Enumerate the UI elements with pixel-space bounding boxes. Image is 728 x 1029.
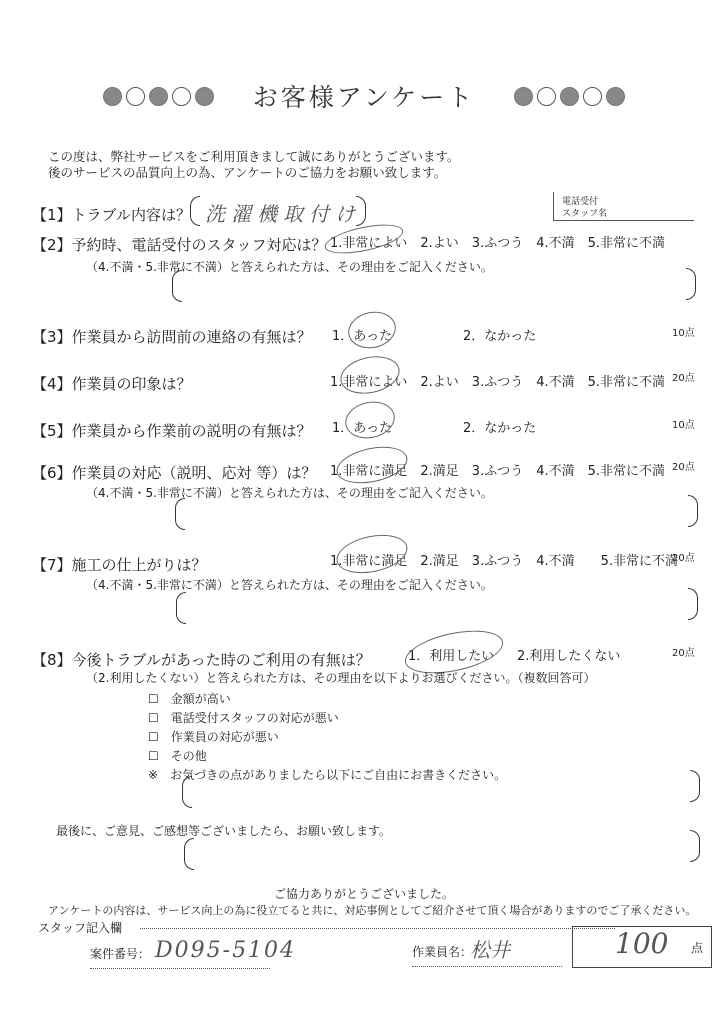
score-box (572, 926, 712, 968)
checkbox-icon[interactable]: ☐ (148, 711, 159, 725)
score-unit: 点 (690, 941, 703, 955)
q2-label: 【2】予約時、電話受付のスタッフ対応は？ (32, 236, 327, 254)
q5-points: 10点 (672, 420, 695, 431)
q6-label: 【6】作業員の対応（説明、応対 等）は？ (32, 464, 317, 482)
filled-dot-icon (606, 87, 625, 106)
q3-points: 10点 (672, 328, 695, 339)
check-label: 作業員の対応が悪い (170, 730, 279, 744)
q3-label: 【3】作業員から訪問前の連絡の有無は？ (32, 328, 312, 346)
check-label: 金額が高い (170, 692, 231, 706)
thanks-message: ご協力ありがとうございました。 (273, 887, 454, 901)
staff-field-label: スタッフ記入欄 (38, 921, 123, 935)
q8-option-1: 1．利用したい (408, 649, 495, 664)
bracket-left (175, 498, 185, 530)
left-dot-row (103, 87, 214, 106)
bracket-right (690, 770, 700, 802)
phone-staff-box (553, 192, 694, 221)
usage-notice: アンケートの内容は、サービス向上の為に役立てると共に、対応事例としてご紹介させて頂く場合がありますのでご了承ください。 (48, 904, 697, 917)
q8-label: 【8】今後トラブルがあった時のご利用の有無は？ (32, 651, 371, 669)
q7-options: 1.非常に満足 2.満足 3.ふつう 4.不満 5.非常に不満 (330, 554, 679, 569)
q8-check-item (148, 709, 339, 726)
phone-staff-label: 電話受付 (562, 197, 599, 207)
case-number-label: 案件番号： (90, 947, 151, 961)
q8-check-item (148, 728, 279, 745)
open-dot-icon (583, 87, 602, 106)
case-number-rule (90, 968, 270, 969)
q7-points: 20点 (672, 553, 695, 564)
bracket-left (184, 838, 194, 870)
note-text: お気づきの点がありましたら以下にご自由にお書きください。 (170, 768, 507, 782)
q6-points: 20点 (672, 462, 695, 473)
q5-option-1: 1．あった (332, 421, 393, 436)
q3-option-1: 1．あった (332, 329, 393, 344)
filled-dot-icon (514, 87, 533, 106)
page-title: お客様アンケート (252, 83, 476, 112)
q1-handwritten-answer[interactable]: 洗濯機取付け (205, 202, 361, 226)
q5-label: 【5】作業員から作業前の説明の有無は？ (32, 422, 312, 440)
q6-reason-prompt: （4.不満・5.非常に不満）と答えられた方は、その理由をご記入ください。 (86, 486, 493, 500)
q5-option-2: 2．なかった (463, 421, 537, 436)
checkbox-icon[interactable]: ☐ (148, 692, 159, 706)
q4-answer-circle (337, 351, 403, 399)
bracket-right (686, 268, 696, 300)
q4-label: 【4】作業員の印象は？ (32, 375, 192, 393)
q2-options: 1.非常によい 2.よい 3.ふつう 4.不満 5.非常に不満 (330, 236, 666, 251)
q4-options: 1.非常によい 2.よい 3.ふつう 4.不満 5.非常に不満 (330, 375, 666, 390)
bracket-left (190, 196, 200, 226)
checkbox-icon[interactable]: ☐ (148, 749, 159, 763)
bracket-left (176, 592, 186, 624)
survey-header (0, 78, 728, 114)
q8-check-item (148, 690, 231, 707)
closing-request: 最後に、ご意見、ご感想等ございましたら、お願い致します。 (56, 824, 392, 838)
filled-dot-icon (195, 87, 214, 106)
filled-dot-icon (103, 87, 122, 106)
bracket-right (688, 588, 698, 620)
bracket-left (182, 776, 192, 808)
staff-field-rule (140, 928, 615, 929)
check-label: その他 (170, 749, 207, 763)
q6-options: 1.非常に満足 2.満足 3.ふつう 4.不満 5.非常に不満 (330, 464, 666, 479)
filled-dot-icon (560, 87, 579, 106)
staff-name-label: スタッフ名 (562, 209, 608, 219)
check-label: 電話受付スタッフの対応が悪い (170, 711, 339, 725)
bracket-right (690, 830, 700, 862)
q7-reason-prompt: （4.不満・5.非常に不満）と答えられた方は、その理由をご記入ください。 (86, 578, 493, 592)
bracket-right (356, 196, 366, 226)
open-dot-icon (537, 87, 556, 106)
q3-answer-circle (345, 307, 399, 352)
q8-option-2: 2.利用したくない (517, 649, 621, 664)
worker-name-value[interactable]: 松井 (470, 938, 510, 962)
open-dot-icon (126, 87, 145, 106)
q8-reason-prompt: （2.利用したくない）と答えられた方は、その理由を以下よりお選びください。（複数回答可） (86, 671, 596, 685)
q8-check-item (148, 747, 207, 764)
open-dot-icon (172, 87, 191, 106)
q1-label: 【1】トラブル内容は？ (32, 206, 191, 224)
q8-points: 20点 (672, 648, 695, 659)
right-dot-row (514, 87, 625, 106)
intro-line-2: 後のサービスの品質向上の為、アンケートのご協力をお願い致します。 (48, 165, 447, 180)
case-number-value[interactable]: D095-5104 (155, 938, 297, 963)
q7-answer-circle (333, 529, 411, 579)
q6-answer-circle (333, 441, 410, 489)
checkbox-icon[interactable]: ☐ (148, 730, 159, 744)
filled-dot-icon (149, 87, 168, 106)
worker-name-label: 作業員名： (412, 945, 473, 959)
reference-mark-icon: ※ (148, 768, 159, 782)
worker-name-rule (412, 966, 562, 967)
score-value[interactable]: 100 (615, 927, 669, 960)
bracket-left (172, 270, 182, 302)
bracket-right (688, 495, 698, 527)
q8-note (148, 766, 506, 783)
q3-option-2: 2．なかった (463, 329, 537, 344)
q7-label: 【7】施工の仕上がりは？ (32, 556, 207, 574)
intro-line-1: この度は、弊社サービスをご利用頂きまして誠にありがとうございます。 (48, 149, 460, 164)
q4-points: 20点 (672, 373, 695, 384)
q2-reason-prompt: （4.不満・5.非常に不満）と答えられた方は、その理由をご記入ください。 (86, 260, 493, 274)
